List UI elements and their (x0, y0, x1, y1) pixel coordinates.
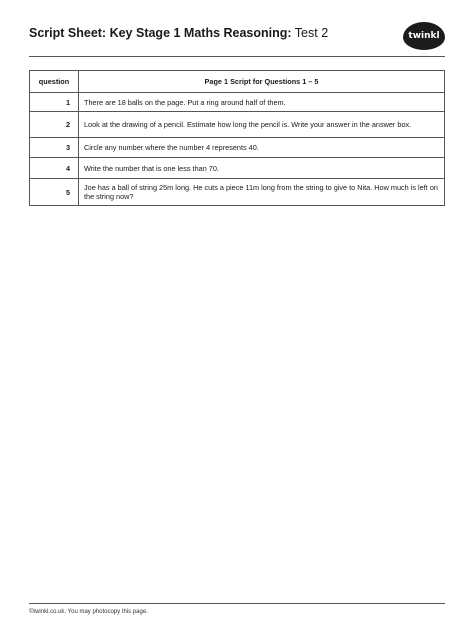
page-title-test: Test 2 (291, 26, 329, 40)
question-script: Write the number that is one less than 70. (79, 158, 445, 179)
page-title (29, 26, 328, 40)
table-row (30, 158, 445, 179)
question-script: Look at the drawing of a pencil. Estimate how long the pencil is. Write your answer in the answer box. (79, 112, 445, 138)
question-script: Joe has a ball of string 25m long. He cuts a piece 11m long from the string to give to Nita. How much is left on the string now? (79, 179, 445, 206)
question-number: 4 (30, 158, 79, 179)
table-row (30, 179, 445, 206)
question-number: 1 (30, 93, 79, 112)
question-number: 2 (30, 112, 79, 138)
page-title-bold: Script Sheet: Key Stage 1 Maths Reasoning: (29, 26, 292, 40)
question-script: There are 18 balls on the page. Put a ring around half of them. (79, 93, 445, 112)
column-header-question: question (30, 71, 79, 93)
table-row (30, 93, 445, 112)
question-script: Circle any number where the number 4 represents 40. (79, 138, 445, 158)
copyright-footer: ©twinkl.co.uk. You may photocopy this page. (29, 609, 148, 615)
column-header-script: Page 1 Script for Questions 1 – 5 (79, 71, 445, 93)
twinkl-logo: twinkl (403, 22, 445, 50)
page-header (29, 22, 445, 48)
question-number: 5 (30, 179, 79, 206)
footer-divider (29, 603, 445, 604)
table-header-row (30, 71, 445, 93)
script-table (29, 70, 445, 206)
table-row (30, 112, 445, 138)
header-divider (29, 56, 445, 57)
question-number: 3 (30, 138, 79, 158)
table-row (30, 138, 445, 158)
